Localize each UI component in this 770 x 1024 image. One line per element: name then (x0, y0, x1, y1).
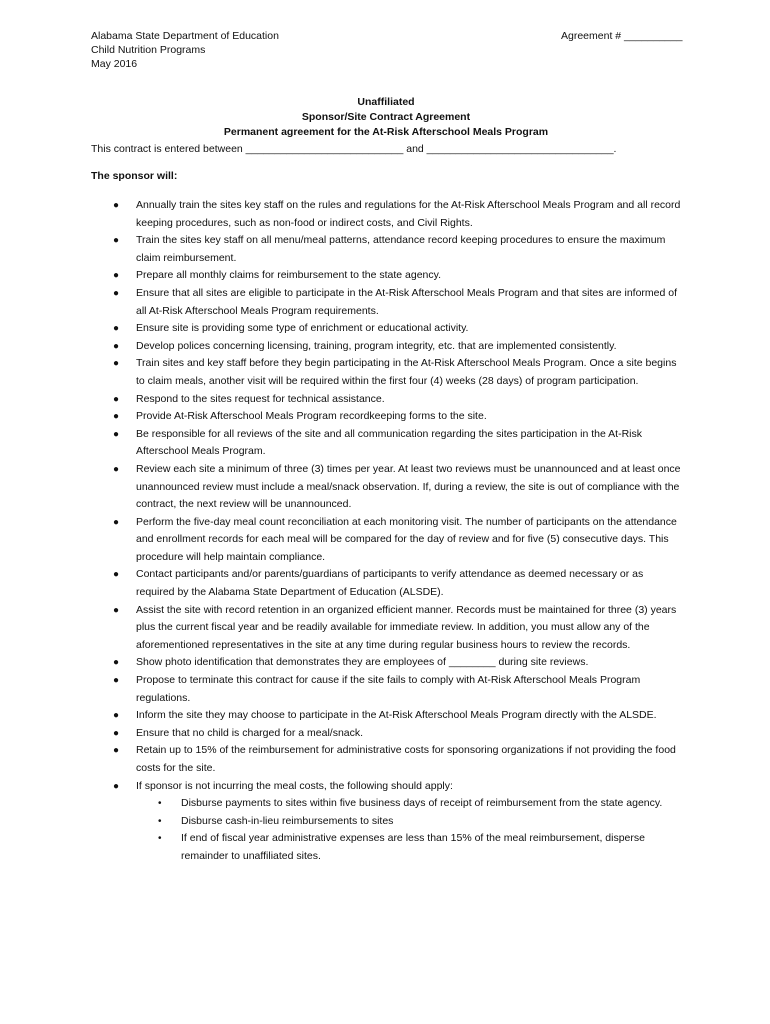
list-item: ● Show photo identification that demonstrates they are employees of ________ during site reviews. (91, 654, 681, 672)
list-item: ● Ensure that all sites are eligible to participate in the At-Risk Afterschool Meals Program and that sites are informed of all At-Risk Afterschool Meals Program requirements. (113, 286, 678, 317)
list-item: ● Ensure that no child is charged for a meal/snack. (91, 725, 681, 743)
bullet-icon: ● (113, 393, 120, 405)
bullet-icon: ● (113, 745, 120, 757)
list-item: ● Contact participants and/or parents/guardians of participants to verify attendance as deemed necessary or as required by the Alabama State Department of Education (ALSDE). (113, 568, 644, 599)
bullet-icon: ● (113, 569, 120, 581)
title-line-2: Sponsor/Site Contract Agreement (301, 111, 471, 123)
list-item: ● Respond to the sites request for technical assistance. (91, 391, 681, 409)
contract-intro: This contract is entered between ___________________________ and ________________________________. (91, 143, 617, 155)
list-item: ● Be responsible for all reviews of the site and all communication regarding the sites participation in the At-Risk Afterschool Meals Program. (113, 427, 643, 458)
list-item: ● Develop polices concerning licensing, training, program integrity, etc. that are implemented consistently. (91, 338, 681, 356)
bullet-icon: • (158, 833, 162, 845)
bullet-icon: ● (113, 780, 120, 792)
list-item: ● Prepare all monthly claims for reimbursement to the state agency. (91, 267, 681, 285)
bullet-icon: ● (113, 323, 120, 335)
agreement-number: Agreement # __________ (561, 30, 683, 42)
section-heading: The sponsor will: (91, 170, 178, 182)
bullet-icon: ● (113, 675, 120, 687)
bullet-icon: ● (113, 200, 120, 211)
list-item: ● Ensure site is providing some type of enrichment or educational activity. (91, 320, 681, 338)
bullet-icon: ● (113, 710, 120, 722)
list-item: ● Provide At-Risk Afterschool Meals Program recordkeeping forms to the site. (91, 408, 681, 426)
list-item: ● Retain up to 15% of the reimbursement for administrative costs for sponsoring organizations if not providing the food costs for the site. (113, 744, 676, 774)
bullet-icon: • (158, 815, 162, 827)
bullet-icon: ● (113, 340, 120, 352)
bullet-icon: ● (113, 516, 120, 528)
sub-list-item: • If end of fiscal year administrative expenses are less than 15% of the meal reimbursement, disperse remainder to unaffiliated sites. (158, 832, 645, 862)
program-name: Child Nutrition Programs (91, 44, 206, 56)
bullet-icon: ● (113, 358, 120, 370)
bullet-icon: ● (113, 411, 120, 423)
list-item: ● Annually train the sites key staff on the rules and regulations for the At-Risk Afterschool Meals Program and all record keeping procedures, such as non-food or indirect costs, and Civil Rights. (113, 199, 681, 229)
list-item: ● Review each site a minimum of three (3) times per year. At least two reviews must be unannounced and at least once unannounced review must include a meal/snack observation. If, during a review, the site is out of compliance with the contract, the next review will be unannounced. (113, 462, 681, 511)
bullet-icon: ● (113, 287, 120, 299)
sponsor-duties-list (91, 197, 681, 866)
org-name: Alabama State Department of Education (91, 30, 279, 42)
bullet-icon: ● (113, 657, 120, 669)
list-item: ● Perform the five-day meal count reconciliation at each monitoring visit. The number of participants on the attendance and enrollment records for each meal will be compared for the day of review and for five (5) consecutive days. This procedure will help maintain compliance. (113, 515, 677, 563)
sub-list-item: • Disburse payments to sites within five business days of receipt of reimbursement from the state agency. (136, 795, 681, 813)
title-line-3: Permanent agreement for the At-Risk Afterschool Meals Program (223, 126, 549, 138)
bullet-icon: ● (113, 428, 120, 440)
list-item: ● Inform the site they may choose to participate in the At-Risk Afterschool Meals Program directly with the ALSDE. (91, 707, 681, 725)
list-item: ● Train sites and key staff before they begin participating in the At-Risk Afterschool Meals Program. Once a site begins to claim meals, another visit will be required within the first four (4) weeks (28 days) of program participation. (113, 357, 677, 387)
bullet-icon: ● (113, 604, 120, 616)
sub-list-item: • Disburse cash-in-lieu reimbursements to sites (136, 813, 681, 831)
list-item: ● Assist the site with record retention in an organized efficient manner. Records must be maintained for three (3) years plus the current fiscal year and be readily available for immediate review. In addition, you must allow any of the aforementioned representatives in the site at any time during regular business hours to review the records. (113, 603, 677, 651)
list-item: ● If sponsor is not incurring the meal costs, the following should apply: • Disburse payments to sites within five business days of receipt of reimbursement from the state agency. • Disburse cash-in-lieu reimbursements to sites • If end of fiscal year administrative expenses are less than 15% of the meal reimbursement, disperse remainder to unaffiliated sites. (91, 778, 681, 866)
bullet-icon: ● (113, 727, 120, 739)
bullet-icon: • (158, 798, 162, 810)
document-date: May 2016 (91, 58, 138, 70)
header-organization (91, 29, 279, 71)
bullet-icon: ● (113, 270, 120, 282)
list-item: ● Propose to terminate this contract for cause if the site fails to comply with At-Risk Afterschool Meals Program regulations. (113, 674, 641, 704)
document-title (91, 95, 681, 140)
list-item: ● Train the sites key staff on all menu/meal patterns, attendance record keeping procedures to ensure the maximum claim reimbursement. (113, 234, 666, 264)
bullet-icon: ● (113, 463, 120, 475)
meal-cost-sublist (136, 795, 681, 865)
bullet-icon: ● (113, 235, 120, 247)
title-line-1: Unaffiliated (357, 96, 415, 108)
